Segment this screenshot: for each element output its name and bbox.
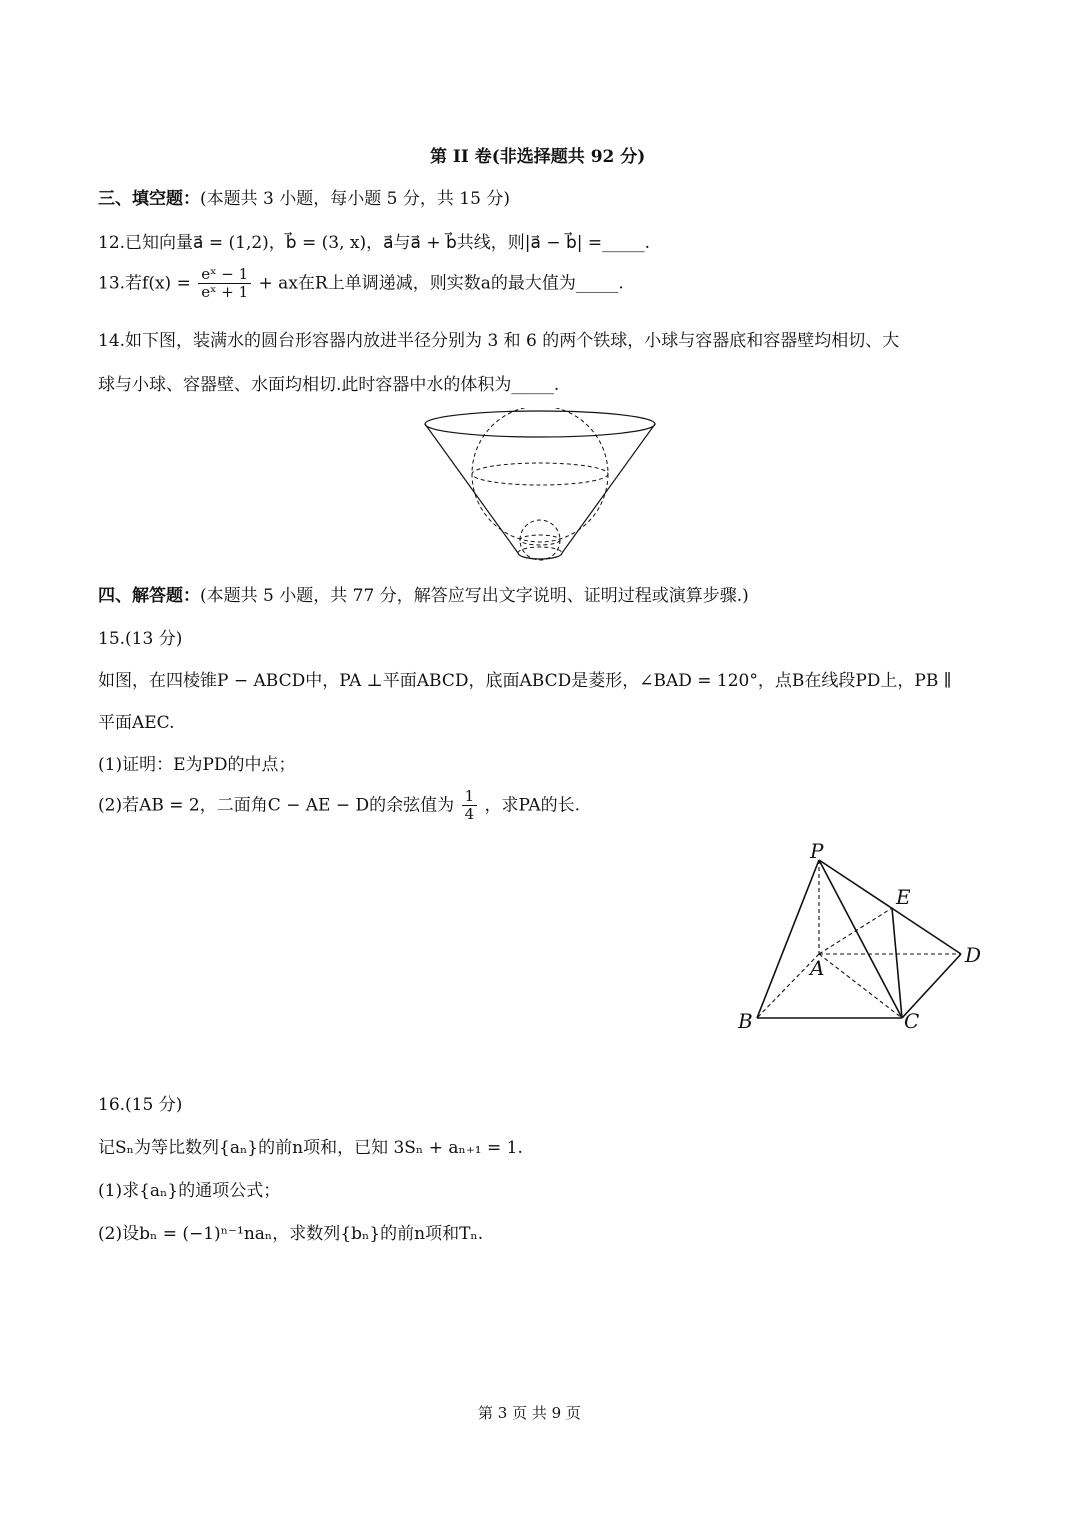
frustum-bottom-front [518,553,562,559]
q16-part1: (1)求{aₙ}的通项公式； [98,1181,281,1201]
q13-suffix: + ax在R上单调递减，则实数a的最大值为_____. [258,273,624,294]
edge-AE [819,908,892,954]
frustum-top-ellipse [425,411,655,437]
q15-header: 15.(13 分) [98,629,183,649]
q15-part2-numerator: 1 [462,788,478,806]
part3-heading-desc: (本题共 3 小题，每小题 5 分，共 15 分) [200,189,510,209]
q13-fraction [198,266,251,302]
label-E: E [896,885,911,909]
q14-line1: 14.如下图，装满水的圆台形容器内放进半径分别为 3 和 6 的两个铁球，小球与容器底和容器壁均相切、大 [98,331,900,351]
q15-line2: 平面AEC. [98,713,175,733]
q15-part2-suffix: ，求PA的长. [484,795,581,816]
q16-part2: (2)设bₙ = (−1)ⁿ⁻¹naₙ，求数列{bₙ}的前n项和Tₙ. [98,1224,484,1244]
q14-line2: 球与小球、容器壁、水面均相切.此时容器中水的体积为_____. [98,375,560,395]
part4-heading-desc: (本题共 5 小题，共 77 分，解答应写出文字说明、证明过程或演算步骤.) [200,586,749,606]
q16-line1: 记Sₙ为等比数列{aₙ}的前n项和，已知 3Sₙ + aₙ₊₁ = 1. [98,1138,523,1158]
label-P: P [810,839,824,863]
q16-header: 16.(15 分) [98,1095,183,1115]
small-sphere-equator [520,535,560,545]
q15-part1: (1)证明：E为PD的中点； [98,755,296,775]
edge-PB [757,860,819,1018]
question-13 [98,266,624,302]
q13-prefix: 13.若f(x) = [98,273,191,294]
small-sphere [520,520,560,560]
frustum-left-edge [425,424,518,553]
large-sphere-equator [472,463,608,485]
question-12: 12.已知向量a⃗ = (1,2)，b⃗ = (3, x)，a⃗与a⃗ + b⃗共线，则|a⃗ − b⃗| =_____. [98,233,651,253]
frustum-right-edge [562,424,655,553]
q15-part2-denominator: 4 [464,805,475,824]
q15-part2-prefix: (2)若AB = 2，二面角C − AE − D的余弦值为 [98,795,455,816]
q15-part2-fraction [462,788,478,824]
part3-heading [98,184,510,209]
page-footer: 第 3 页 共 9 页 [478,1404,581,1422]
label-B: B [738,1009,753,1033]
label-A: A [810,956,825,980]
pyramid-figure [730,836,990,1036]
large-sphere [472,408,608,542]
q13-denominator: eˣ + 1 [201,283,249,302]
label-D: D [965,943,982,967]
part3-heading-label: 三、填空题： [98,189,200,209]
q13-numerator: eˣ − 1 [198,266,251,284]
edge-AC [819,954,902,1018]
frustum-figure [420,408,660,566]
q15-line1: 如图，在四棱锥P − ABCD中，PA ⊥平面ABCD，底面ABCD是菱形，∠BAD = 120°，点B在线段PD上，PB ∥ [98,671,952,691]
edge-PD [819,860,961,954]
q15-part2 [98,788,580,824]
label-C: C [904,1009,920,1033]
part4-heading [98,581,749,606]
section-title: 第 II 卷(非选择题共 92 分) [430,147,646,167]
edge-PC [819,860,902,1018]
part4-heading-label: 四、解答题： [98,586,200,606]
